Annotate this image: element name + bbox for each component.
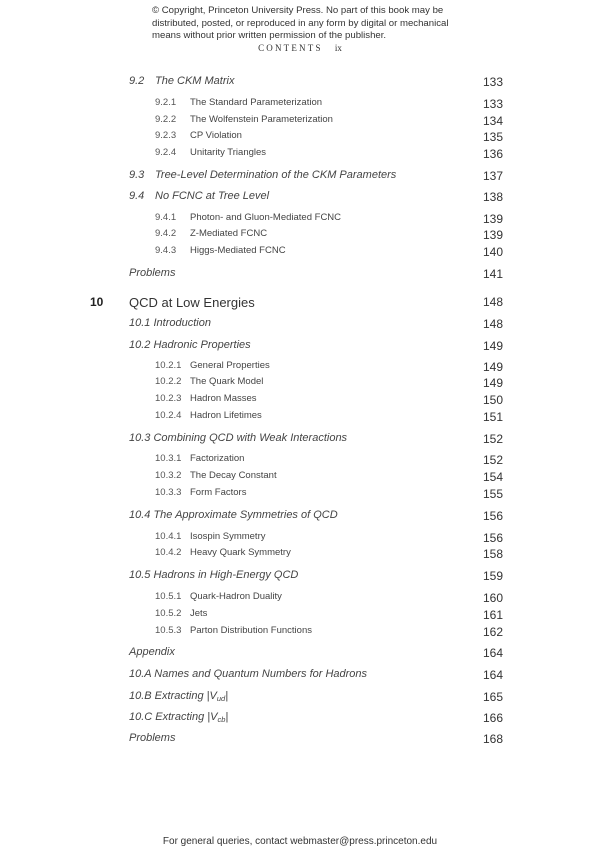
- toc-entry-page: 160: [482, 591, 503, 605]
- toc-entry[interactable]: [0, 245, 600, 261]
- toc-entry[interactable]: [0, 317, 600, 333]
- toc-entry-page: 136: [482, 147, 503, 161]
- toc-entry[interactable]: [0, 668, 600, 684]
- toc-entry-title: Factorization: [190, 453, 245, 464]
- toc-entry-number: 9.4.3: [155, 245, 177, 256]
- copyright-notice: © Copyright, Princeton University Press. No part of this book may be distributed, posted, or reproduced in any form by digital or mechanical means without prior written permission of the publisher.: [152, 5, 449, 41]
- toc-entry[interactable]: [0, 360, 600, 376]
- toc-entry-page: 164: [482, 668, 503, 682]
- toc-entry-page: 140: [482, 245, 503, 259]
- toc-entry-page: 135: [482, 130, 503, 144]
- toc-entry[interactable]: [0, 531, 600, 547]
- toc-entry-page: 150: [482, 393, 503, 407]
- toc-entry-title: 10.A Names and Quantum Numbers for Hadrons: [129, 668, 368, 680]
- toc-entry-page: 149: [482, 376, 503, 390]
- toc-entry-number: 9.2: [129, 75, 145, 87]
- toc-entry-title: Higgs-Mediated FCNC: [190, 245, 286, 256]
- toc-entry-page: 148: [482, 295, 503, 309]
- toc-entry-title: QCD at Low Energies: [129, 295, 255, 310]
- toc-entry-number: 10.3.2: [155, 470, 182, 481]
- toc-entry[interactable]: [0, 487, 600, 503]
- toc-entry-page: 149: [482, 360, 503, 374]
- toc-entry[interactable]: [0, 147, 600, 163]
- toc-entry[interactable]: [0, 569, 600, 585]
- toc-entry-page: 141: [482, 267, 503, 281]
- toc-entry[interactable]: [0, 97, 600, 113]
- toc-entry-number: 10.4.1: [155, 531, 182, 542]
- toc-entry-title: The Decay Constant: [190, 470, 277, 481]
- toc-entry-title: Problems: [129, 267, 176, 279]
- toc-entry[interactable]: [0, 339, 600, 355]
- toc-entry[interactable]: [0, 212, 600, 228]
- toc-entry-page: 168: [482, 732, 503, 746]
- toc-entry-number: 9.2.2: [155, 114, 177, 125]
- toc-entry-page: 162: [482, 625, 503, 639]
- toc-entry-title: Parton Distribution Functions: [190, 625, 312, 636]
- toc-entry-page: 139: [482, 228, 503, 242]
- toc-entry-title: 10.4 The Approximate Symmetries of QCD: [129, 509, 338, 521]
- toc-entry-title: General Properties: [190, 360, 270, 371]
- toc-entry[interactable]: [0, 295, 600, 311]
- toc-entry-number: 9.4.1: [155, 212, 177, 223]
- running-head: [0, 43, 600, 53]
- running-head-title: CONTENTS: [258, 43, 323, 53]
- toc-entry-page: 137: [482, 169, 503, 183]
- toc-entry-title: 10.1 Introduction: [129, 317, 211, 329]
- toc-entry-page: 149: [482, 339, 503, 353]
- toc-entry-title: Isospin Symmetry: [190, 531, 266, 542]
- toc-entry[interactable]: [0, 690, 600, 706]
- toc-entry-page: 166: [482, 711, 503, 725]
- toc-entry-title: Hadron Lifetimes: [190, 410, 262, 421]
- toc-entry-title: Unitarity Triangles: [190, 147, 267, 158]
- toc-entry[interactable]: [0, 608, 600, 624]
- toc-entry-title: CP Violation: [190, 130, 242, 141]
- toc-entry-page: 161: [482, 608, 503, 622]
- toc-entry-page: 148: [482, 317, 503, 331]
- toc-entry-number: 10.5.3: [155, 625, 182, 636]
- toc-entry-title: No FCNC at Tree Level: [155, 190, 270, 202]
- toc-entry-number: 9.3: [129, 169, 145, 181]
- toc-entry-title: 10.C Extracting $|V_{cb}|$: [129, 711, 229, 724]
- toc-entry-page: 152: [482, 453, 503, 467]
- toc-entry-page: 156: [482, 509, 503, 523]
- toc-entry[interactable]: [0, 190, 600, 206]
- page-number: ix: [334, 43, 342, 53]
- toc-entry[interactable]: [0, 646, 600, 662]
- toc-entry[interactable]: [0, 393, 600, 409]
- toc-entry[interactable]: [0, 470, 600, 486]
- toc-entry[interactable]: [0, 453, 600, 469]
- toc-entry[interactable]: [0, 376, 600, 392]
- toc-entry[interactable]: [0, 410, 600, 426]
- toc-entry-title: Appendix: [129, 646, 175, 658]
- toc-entry-number: 10.3.3: [155, 487, 182, 498]
- toc-entry-page: 164: [482, 646, 503, 660]
- toc-entry-number: 10.2.1: [155, 360, 182, 371]
- toc-entry[interactable]: [0, 114, 600, 130]
- toc-entry-number: 10.4.2: [155, 547, 182, 558]
- toc-entry-title: Problems: [129, 732, 176, 744]
- toc-entry[interactable]: [0, 130, 600, 146]
- toc-entry-number: 9.2.4: [155, 147, 177, 158]
- toc-entry-title: Quark-Hadron Duality: [190, 591, 282, 602]
- toc-entry[interactable]: [0, 267, 600, 283]
- toc-entry-page: 158: [482, 547, 503, 561]
- toc-entry-number: 9.2.1: [155, 97, 177, 108]
- toc-entry-title: The CKM Matrix: [155, 75, 235, 87]
- toc-entry-title: 10.5 Hadrons in High-Energy QCD: [129, 569, 299, 581]
- toc-entry-page: 152: [482, 432, 503, 446]
- toc-entry[interactable]: [0, 711, 600, 727]
- toc-entry[interactable]: [0, 432, 600, 448]
- toc-entry-page: 151: [482, 410, 503, 424]
- toc-entry-title: The Standard Parameterization: [190, 97, 323, 108]
- toc-entry-title: 10.2 Hadronic Properties: [129, 339, 251, 351]
- toc-entry-title: Photon- and Gluon-Mediated FCNC: [190, 212, 342, 223]
- toc-entry-title: Jets: [190, 608, 208, 619]
- toc-entry-page: 138: [482, 190, 503, 204]
- toc-entry-page: 133: [482, 97, 503, 111]
- toc-entry-number: 9.4: [129, 190, 145, 202]
- toc-entry-title: Tree-Level Determination of the CKM Parameters: [155, 169, 397, 181]
- toc-entry-number: 10.2.4: [155, 410, 182, 421]
- toc-entry-title: The Quark Model: [190, 376, 264, 387]
- toc-entry-page: 159: [482, 569, 503, 583]
- toc-entry-number: 10.3.1: [155, 453, 182, 464]
- toc-entry-page: 134: [482, 114, 503, 128]
- toc-entry-number: 10: [90, 295, 104, 309]
- toc-entry-number: 9.2.3: [155, 130, 177, 141]
- toc-entry-title: Heavy Quark Symmetry: [190, 547, 291, 558]
- footer-contact: For general queries, contact webmaster@press.princeton.edu: [162, 836, 438, 847]
- toc-entry-title: 10.B Extracting $|V_{ud}|$: [129, 690, 229, 703]
- toc-entry-title: Z-Mediated FCNC: [190, 228, 268, 239]
- toc-entry-number: 10.5.1: [155, 591, 182, 602]
- toc-entry[interactable]: [0, 591, 600, 607]
- toc-entry[interactable]: [0, 547, 600, 563]
- toc-entry[interactable]: [0, 75, 600, 91]
- toc-entry[interactable]: [0, 228, 600, 244]
- toc-entry-title: 10.3 Combining QCD with Weak Interactions: [129, 432, 348, 444]
- toc-entry[interactable]: [0, 169, 600, 185]
- toc-entry-title: Form Factors: [190, 487, 247, 498]
- toc-entry-page: 165: [482, 690, 503, 704]
- toc-entry-page: 133: [482, 75, 503, 89]
- toc-entry-title: The Wolfenstein Parameterization: [190, 114, 333, 125]
- toc-entry-number: 9.4.2: [155, 228, 177, 239]
- toc-entry-page: 156: [482, 531, 503, 545]
- toc-entry-page: 139: [482, 212, 503, 226]
- toc-entry[interactable]: [0, 625, 600, 641]
- toc-entry-title: Hadron Masses: [190, 393, 257, 404]
- toc-entry[interactable]: [0, 509, 600, 525]
- toc-entry-number: 10.2.2: [155, 376, 182, 387]
- toc-entry-page: 154: [482, 470, 503, 484]
- toc-entry-number: 10.5.2: [155, 608, 182, 619]
- toc-entry[interactable]: [0, 732, 600, 748]
- toc-entry-page: 155: [482, 487, 503, 501]
- toc-entry-number: 10.2.3: [155, 393, 182, 404]
